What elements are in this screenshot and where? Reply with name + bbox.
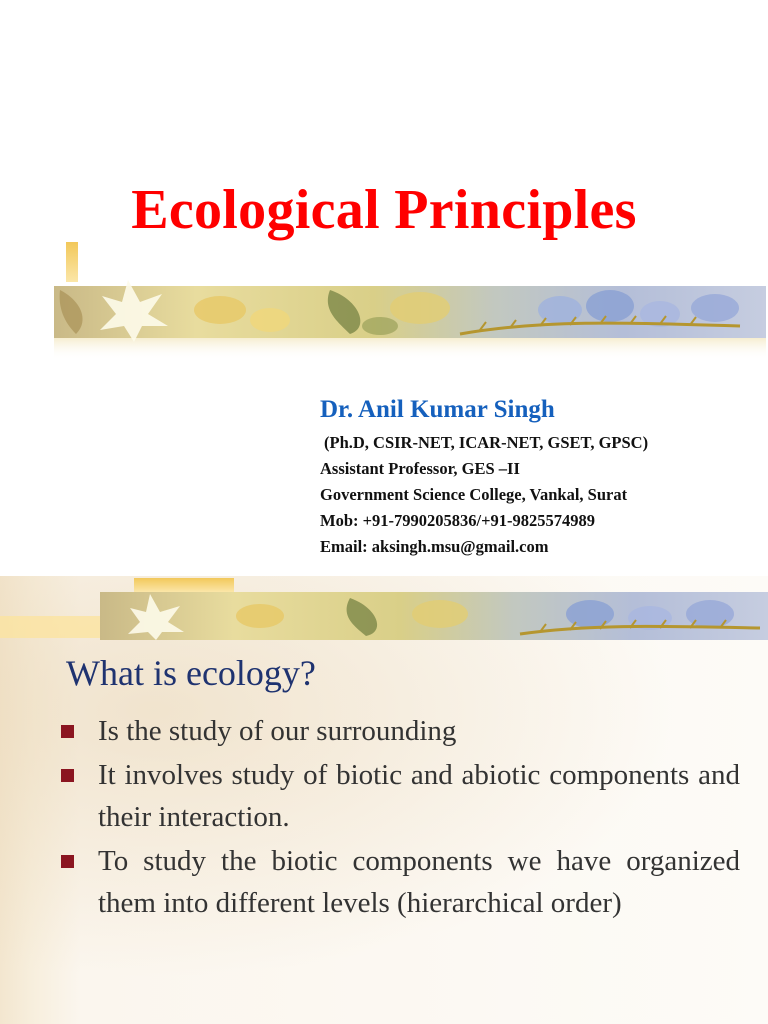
bullet-text: It involves study of biotic and abiotic components and their interaction.	[98, 759, 740, 833]
list-item	[58, 754, 740, 838]
bullet-text: Is the study of our surrounding	[98, 715, 457, 747]
bullet-text: To study the biotic components we have organized them into different levels (hierarchical order)	[98, 845, 740, 919]
list-item	[58, 840, 740, 924]
content-slide	[0, 576, 768, 1024]
list-item	[58, 710, 740, 752]
author-position: Assistant Professor, GES –II	[320, 459, 520, 478]
author-name: Dr. Anil Kumar Singh	[320, 396, 555, 423]
square-bullet-icon	[61, 725, 74, 738]
square-bullet-icon	[61, 769, 74, 782]
author-block	[320, 392, 760, 560]
decorative-banner	[0, 230, 768, 360]
slide-heading: What is ecology?	[66, 653, 316, 693]
author-email: Email: aksingh.msu@gmail.com	[320, 537, 549, 556]
author-qualifications: (Ph.D, CSIR-NET, ICAR-NET, GSET, GPSC)	[324, 433, 649, 452]
slide-title: Ecological Principles	[131, 179, 637, 241]
author-mobile: Mob: +91-7990205836/+91-9825574989	[320, 511, 595, 530]
square-bullet-icon	[61, 855, 74, 868]
author-institution: Government Science College, Vankal, Surat	[320, 485, 628, 504]
bullet-list	[58, 710, 740, 926]
